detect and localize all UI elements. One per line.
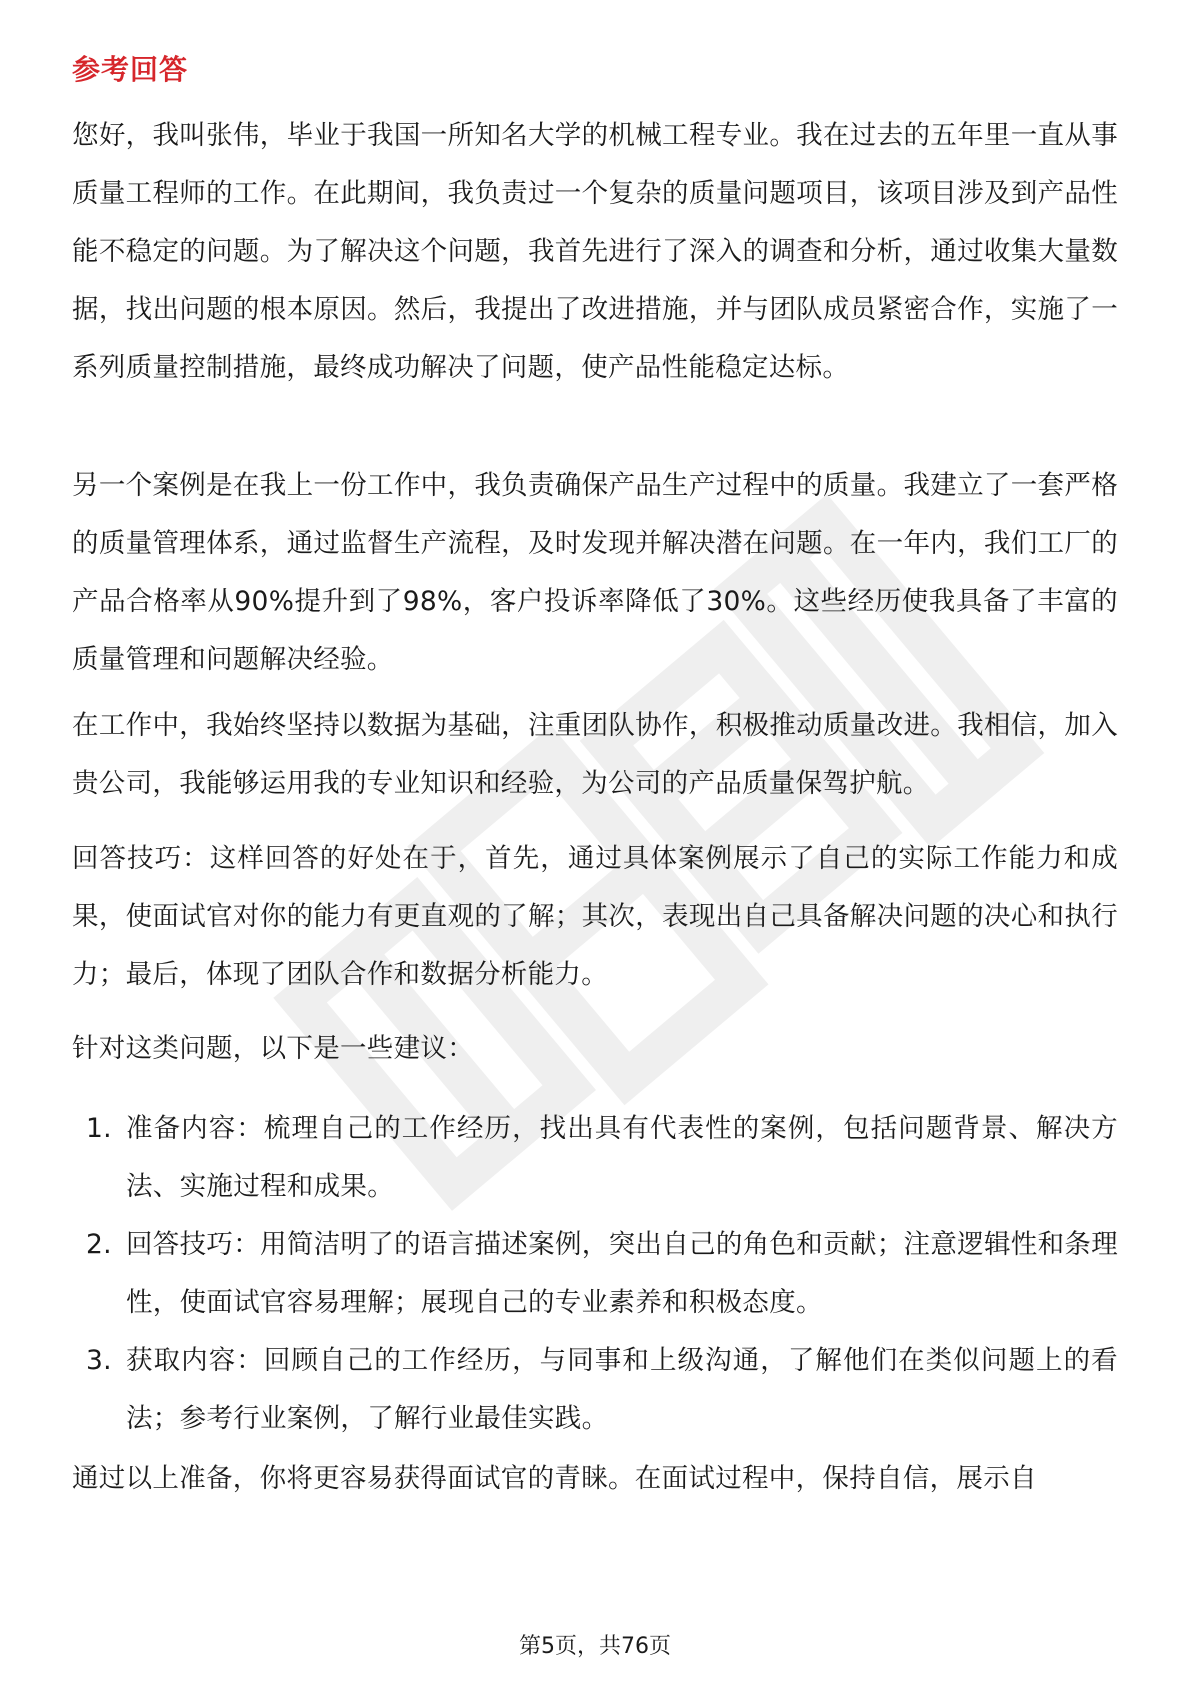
paragraph-closing: 通过以上准备，你将更容易获得面试官的青睐。在面试过程中，保持自信，展示自 [72, 1463, 1037, 1494]
paragraph-summary: 在工作中，我始终坚持以数据为基础，注重团队协作，积极推动质量改进。我相信，加入贵公司，我能够运用我的专业知识和经验，为公司的产品质量保驾护航。 [72, 710, 1118, 799]
list-item-number: 3. [86, 1345, 112, 1376]
list-item-text: 获取内容：回顾自己的工作经历，与同事和上级沟通，了解他们在类似问题上的看法；参考行业案例，了解行业最佳实践。 [126, 1345, 1118, 1434]
list-item-text: 回答技巧：用简洁明了的语言描述案例，突出自己的角色和贡献；注意逻辑性和条理性，使面试官容易理解；展现自己的专业素养和积极态度。 [126, 1229, 1118, 1318]
list-item-number: 2. [86, 1229, 112, 1260]
paragraph-intro: 您好，我叫张伟，毕业于我国一所知名大学的机械工程专业。我在过去的五年里一直从事质量工程师的工作。在此期间，我负责过一个复杂的质量问题项目，该项目涉及到产品性能不稳定的问题。为了解决这个问题，我首先进行了深入的调查和分析，通过收集大量数据，找出问题的根本原因。然后，我提出了改进措施，并与团队成员紧密合作，实施了一系列质量控制措施，最终成功解决了问题，使产品性能稳定达标。 [72, 120, 1118, 383]
list-item [72, 1216, 1118, 1332]
page-number-footer: 第5页，共76页 [519, 1634, 671, 1659]
list-item-number: 1. [86, 1113, 112, 1144]
list-item-text: 准备内容：梳理自己的工作经历，找出具有代表性的案例，包括问题背景、解决方法、实施过程和成果。 [126, 1113, 1118, 1202]
list-item [72, 1332, 1118, 1448]
section-heading: 参考回答 [72, 53, 189, 86]
paragraph-tips: 回答技巧：这样回答的好处在于，首先，通过具体案例展示了自己的实际工作能力和成果，使面试官对你的能力有更直观的了解；其次，表现出自己具备解决问题的决心和执行力；最后，体现了团队合作和数据分析能力。 [72, 843, 1118, 990]
paragraph-case-two: 另一个案例是在我上一份工作中，我负责确保产品生产过程中的质量。我建立了一套严格的质量管理体系，通过监督生产流程，及时发现并解决潜在问题。在一年内，我们工厂的产品合格率从90%提升到了98%，客户投诉率降低了30%。这些经历使我具备了丰富的质量管理和问题解决经验。 [72, 470, 1118, 675]
list-item [72, 1100, 1118, 1216]
paragraph-advice-intro: 针对这类问题，以下是一些建议： [72, 1033, 474, 1064]
advice-list [72, 1100, 1118, 1448]
